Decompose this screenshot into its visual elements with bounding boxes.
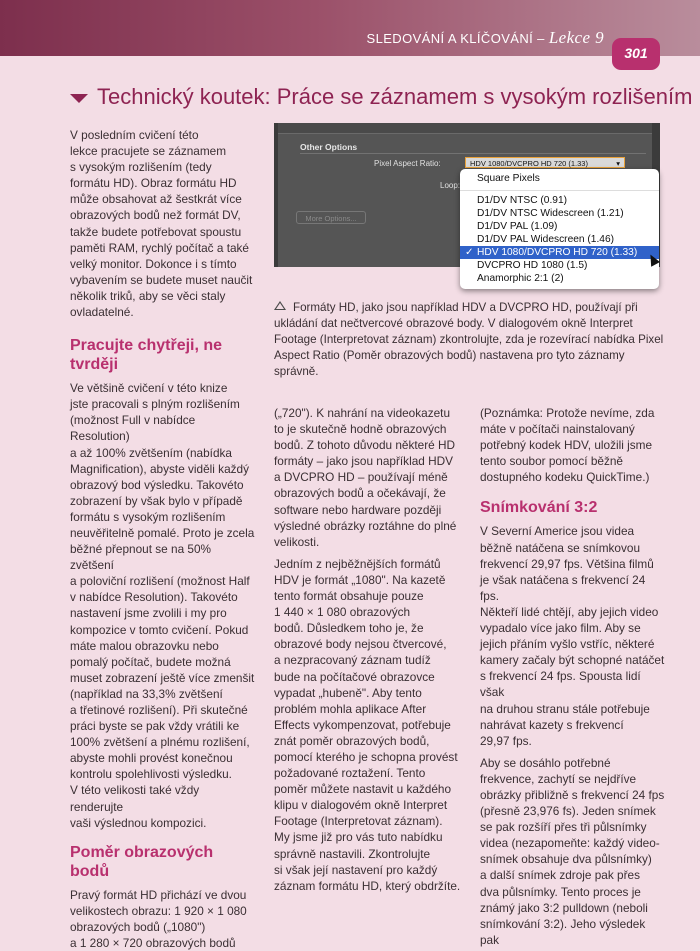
menu-item-label: D1/DV NTSC Widescreen (1.21)	[477, 208, 624, 219]
title-row	[70, 84, 693, 112]
text-line: muset zobrazení ještě více zmenšit	[70, 670, 255, 685]
text-line: zobrazení by však bylo v případě	[70, 493, 243, 508]
text-line: 1 440 × 1 080 obrazových	[274, 605, 411, 620]
text-line: několik triků, aby se věci staly	[70, 288, 226, 303]
text-line: snímkování 3:2). Jeho výsledek pak	[480, 916, 646, 947]
paragraph-720	[274, 405, 464, 550]
heading-work-smarter: Pracujte chytřeji, ne tvrději	[70, 337, 223, 374]
text-line: se pak rozšíří přes tři půlsnímky	[480, 820, 647, 835]
text-line: a DVCPRO HD – používají méně	[274, 470, 448, 485]
intro-paragraph	[70, 127, 255, 320]
text-line: správně nastavili. Zkontrolujte	[274, 846, 431, 861]
text-line: V posledním cvičení této	[70, 128, 199, 142]
text-line: bodů. Důsledkem toho je, že	[274, 621, 424, 636]
page-number: 301	[624, 45, 648, 61]
text-line: záznam formátu HD, který obdržíte.	[274, 878, 461, 893]
text-line: obrázky přibližně s frekvencí 24 fps	[480, 787, 665, 802]
text-line: paměti RAM, rychlý počítač a také	[70, 240, 249, 255]
text-line: software nebo hardware později	[274, 502, 442, 517]
divider	[300, 153, 646, 154]
text-line: a další snímek zdroje pak přes	[480, 868, 640, 883]
text-line: a nezpracovaný záznam tudíž	[274, 653, 431, 668]
text-line: Pravý formát HD přichází ve dvou	[70, 887, 247, 902]
text-line: kamery začaly být schopné natáčet	[480, 653, 665, 668]
menu-item-label: D1/DV PAL (1.09)	[477, 221, 558, 232]
text-line: a až 100% zvětšením (nabídka	[70, 445, 232, 460]
running-head-section: SLEDOVÁNÍ A KLÍČOVÁNÍ –	[366, 31, 549, 46]
text-line: máte v počítači nainstalovaný	[480, 422, 635, 437]
text-line: neuvěřitelně pomalé. Proto je zcela	[70, 525, 255, 540]
text-line: nastavení jsme zvolili i my pro	[70, 606, 227, 621]
text-line: nahrávat kazety s frekvencí	[480, 717, 624, 732]
text-line: požadované roztažení. Tento	[274, 766, 426, 781]
menu-separator	[460, 190, 659, 191]
caption-triangle-icon	[274, 301, 286, 310]
menu-item-hdv-selected[interactable]	[460, 246, 659, 259]
text-line: snímek obsahuje dva půlsnímky)	[480, 852, 652, 867]
text-line: formátu HD). Obraz formátu HD	[70, 176, 237, 191]
text-line: Magnification), abyste viděli každý	[70, 461, 250, 476]
paragraph-hd-formats	[70, 887, 255, 951]
text-line: lekce pracujete se záznamem	[70, 144, 227, 159]
text-line: („720"). K nahrání na videokazetu	[274, 406, 451, 420]
text-line: (Poznámka: Protože nevíme, zda	[480, 406, 655, 420]
dialog-top-bar	[278, 123, 652, 134]
other-options-label: Other Options	[300, 142, 358, 152]
text-line: tento formát obsahuje pouze	[274, 589, 424, 604]
text-line: kontrolu spolehlivosti výsledku.	[70, 767, 232, 782]
menu-item-label: D1/DV NTSC (0.91)	[477, 195, 568, 206]
text-line: znát poměr obrazových bodů,	[274, 733, 430, 748]
menu-item-label: Anamorphic 2:1 (2)	[477, 273, 564, 284]
text-line: práci byste se pak vždy vrátili ke	[70, 719, 240, 734]
text-line: V této velikosti také vždy renderujte	[70, 783, 200, 814]
heading-pixel-aspect: Poměr obrazových bodů	[70, 843, 214, 880]
check-icon: ✓	[465, 247, 474, 258]
text-line: formáty – jako jsou například HDV	[274, 454, 453, 469]
text-line: kompozice v tomto cvičení. Pokud	[70, 622, 249, 637]
text-line: Footage (Interpretovat záznam).	[274, 814, 443, 829]
text-line: takže budete potřebovat spoustu	[70, 224, 242, 239]
text-line: a poloviční rozlišení (možnost Half	[70, 574, 250, 589]
text-line: 100% zvětšení a plnému rozlišení,	[70, 735, 250, 750]
text-line: obrazových bodů než formát DV,	[70, 208, 241, 223]
text-line: běžné přepnout se na 50% zvětšení	[70, 542, 212, 573]
text-line: bude na počítačové obrazovce	[274, 669, 435, 684]
text-line: Ve většině cvičení v této knize	[70, 381, 228, 396]
text-line: My jsme již pro vás tuto nabídku	[274, 830, 443, 845]
text-line: to je skutečně hodně obrazových	[274, 422, 447, 437]
text-line: Někteří lidé chtějí, aby jejich video	[480, 604, 659, 619]
text-line: výsledné obrázky roztáhne do plné	[274, 518, 457, 533]
text-line: dostupného kodeku QuickTime.)	[480, 470, 650, 485]
text-line: s vysokým rozlišením (tedy	[70, 160, 212, 175]
text-line: Effects vykompenzovat, potřebuje	[274, 717, 451, 732]
text-line: pomalý počítač, budete možná	[70, 654, 231, 669]
text-line: pomocí kterého je schopna provést	[274, 749, 458, 764]
text-line: Aby se dosáhlo potřebné	[480, 755, 611, 770]
text-line: vypadat „hubeně". Aby tento	[274, 685, 422, 700]
text-line: V Severní Americe jsou videa	[480, 524, 635, 539]
text-line: tento soubor pomocí běžně	[480, 454, 623, 469]
text-line: klipu v dialogovém okně Interpret	[274, 798, 448, 813]
text-line: obrazové body nejsou čtvercové,	[274, 637, 447, 652]
text-line: a třetinové rozlišení). Při skutečné	[70, 703, 248, 717]
text-line: videa (nezapomeňte: každý video-	[480, 836, 660, 851]
more-options-button[interactable]: More Options...	[296, 211, 366, 224]
text-line: může obsahovat až šestkrát více	[70, 192, 242, 207]
text-line: je však natáčena s frekvencí 24 fps.	[480, 572, 646, 603]
text-line: jste pracovali s plným rozlišením	[70, 397, 240, 412]
text-line: HDV je formát „1080". Na kazetě	[274, 572, 446, 587]
text-line: obrazových bodů („1080")	[70, 919, 206, 934]
text-line: známý jako 3:2 pulldown (neboli	[480, 900, 648, 915]
text-line: potřebný kodek HDV, uložili jsme	[480, 438, 653, 453]
pixel-aspect-label: Pixel Aspect Ratio:	[374, 159, 441, 168]
note-paragraph	[480, 405, 666, 485]
text-line: dva půlsnímky. Tento proces je	[480, 884, 641, 899]
menu-item-ntsc-widescreen[interactable]	[460, 207, 659, 220]
text-line: obrazový bod výsledku. Takovéto	[70, 477, 244, 492]
text-line: si však její nastavení pro každý	[274, 862, 438, 877]
menu-item-label: HDV 1080/DVCPRO HD 720 (1.33)	[477, 247, 638, 258]
loop-label: Loop:	[440, 181, 461, 190]
text-line: formátu s vysokým rozlišením	[70, 509, 226, 524]
text-line: velký monitor. Dokonce i s tímto	[70, 256, 237, 271]
menu-item-pal-widescreen[interactable]	[460, 233, 659, 246]
left-column	[70, 127, 255, 951]
text-line: a 1 280 × 720 obrazových bodů	[70, 936, 236, 951]
text-line: poměr můžete nastavit u každého	[274, 782, 452, 797]
paragraph-hdv-1080	[274, 556, 464, 894]
text-line: bodů. Z tohoto důvodu některé HD	[274, 438, 456, 453]
text-line: abyste mohli provést konečnou	[70, 751, 233, 766]
text-line: frekvence, zachytí se nejdříve	[480, 771, 637, 786]
text-line: na druhou stranu stále potřebuje	[480, 701, 650, 716]
text-line: problém mohla aplikace After	[274, 701, 427, 716]
middle-column	[274, 405, 464, 894]
heading-pulldown: Snímkování 3:2	[480, 499, 598, 517]
triangle-bullet-icon	[70, 94, 88, 103]
pixel-aspect-select[interactable]	[465, 157, 625, 168]
paragraph-pulldown	[480, 755, 666, 948]
menu-item-ntsc[interactable]	[460, 194, 659, 207]
text-line: frekvencí 29,97 fps. Většina filmů	[480, 556, 654, 571]
text-line: s frekvencí 24 fps. Spousta lidí však	[480, 669, 641, 700]
text-line: vypadalo více jako film. Aby se	[480, 621, 641, 636]
text-line: máte malou obrazovku nebo	[70, 638, 219, 653]
running-head	[367, 28, 604, 48]
chevron-down-icon: ▾	[616, 159, 620, 168]
text-line: 29,97 fps.	[480, 733, 532, 748]
page-title: Technický koutek: Práce se záznamem s vysokým rozlišením	[97, 84, 693, 109]
menu-item-label: Square Pixels	[477, 173, 540, 184]
text-line: vaši výslednou kompozici.	[70, 815, 207, 830]
text-line: ovladatelné.	[70, 305, 134, 320]
text-line: (například na 33,3% zvětšení	[70, 686, 223, 701]
menu-item-anamorphic[interactable]	[460, 272, 659, 285]
pixel-aspect-value: HDV 1080/DVCPRO HD 720 (1.33)	[470, 159, 588, 168]
pixel-aspect-dropdown	[460, 169, 659, 289]
text-line: velikostech obrazu: 1 920 × 1 080	[70, 903, 247, 918]
page-number-tab	[612, 38, 660, 70]
text-line: běžně natáčena se snímkovou	[480, 540, 641, 555]
text-line: velikosti.	[274, 534, 320, 549]
text-line: v nabídce Resolution). Takovéto	[70, 590, 238, 605]
text-line: (přesně 23,976 fs). Jeden snímek	[480, 804, 656, 819]
text-line: Jedním z nejběžnějších formátů	[274, 556, 441, 571]
menu-item-label: DVCPRO HD 1080 (1.5)	[477, 260, 588, 271]
menu-item-label: D1/DV PAL Widescreen (1.46)	[477, 234, 615, 245]
text-line: vybavením se budete muset naučit	[70, 272, 253, 287]
menu-item-dvcpro[interactable]	[460, 259, 659, 272]
right-column	[480, 405, 666, 948]
menu-item-square-pixels[interactable]	[460, 172, 659, 185]
text-line: obrazových bodů a očekávají, že	[274, 486, 446, 501]
running-head-lesson: Lekce 9	[548, 28, 604, 47]
text-line: jejich přáním vyšlo vstříc, některé	[480, 637, 655, 652]
text-line: (možnost Full v nabídce Resolution)	[70, 413, 196, 444]
figure-caption	[274, 300, 664, 380]
paragraph-frame-rate	[480, 523, 666, 748]
menu-item-pal[interactable]	[460, 220, 659, 233]
paragraph-resolution	[70, 380, 255, 831]
caption-text: Formáty HD, jako jsou například HDV a DVCPRO HD, používají při ukládání dat nečtvercové obrazové body. V dialogovém okně Interpret Footage (Interpretovat záznam) zkontrolujte, zda je rozevírací nabídka Pixel Aspect Ratio (Poměr obrazových bodů) nastavena pro tyto záznamy správně.	[274, 301, 664, 378]
